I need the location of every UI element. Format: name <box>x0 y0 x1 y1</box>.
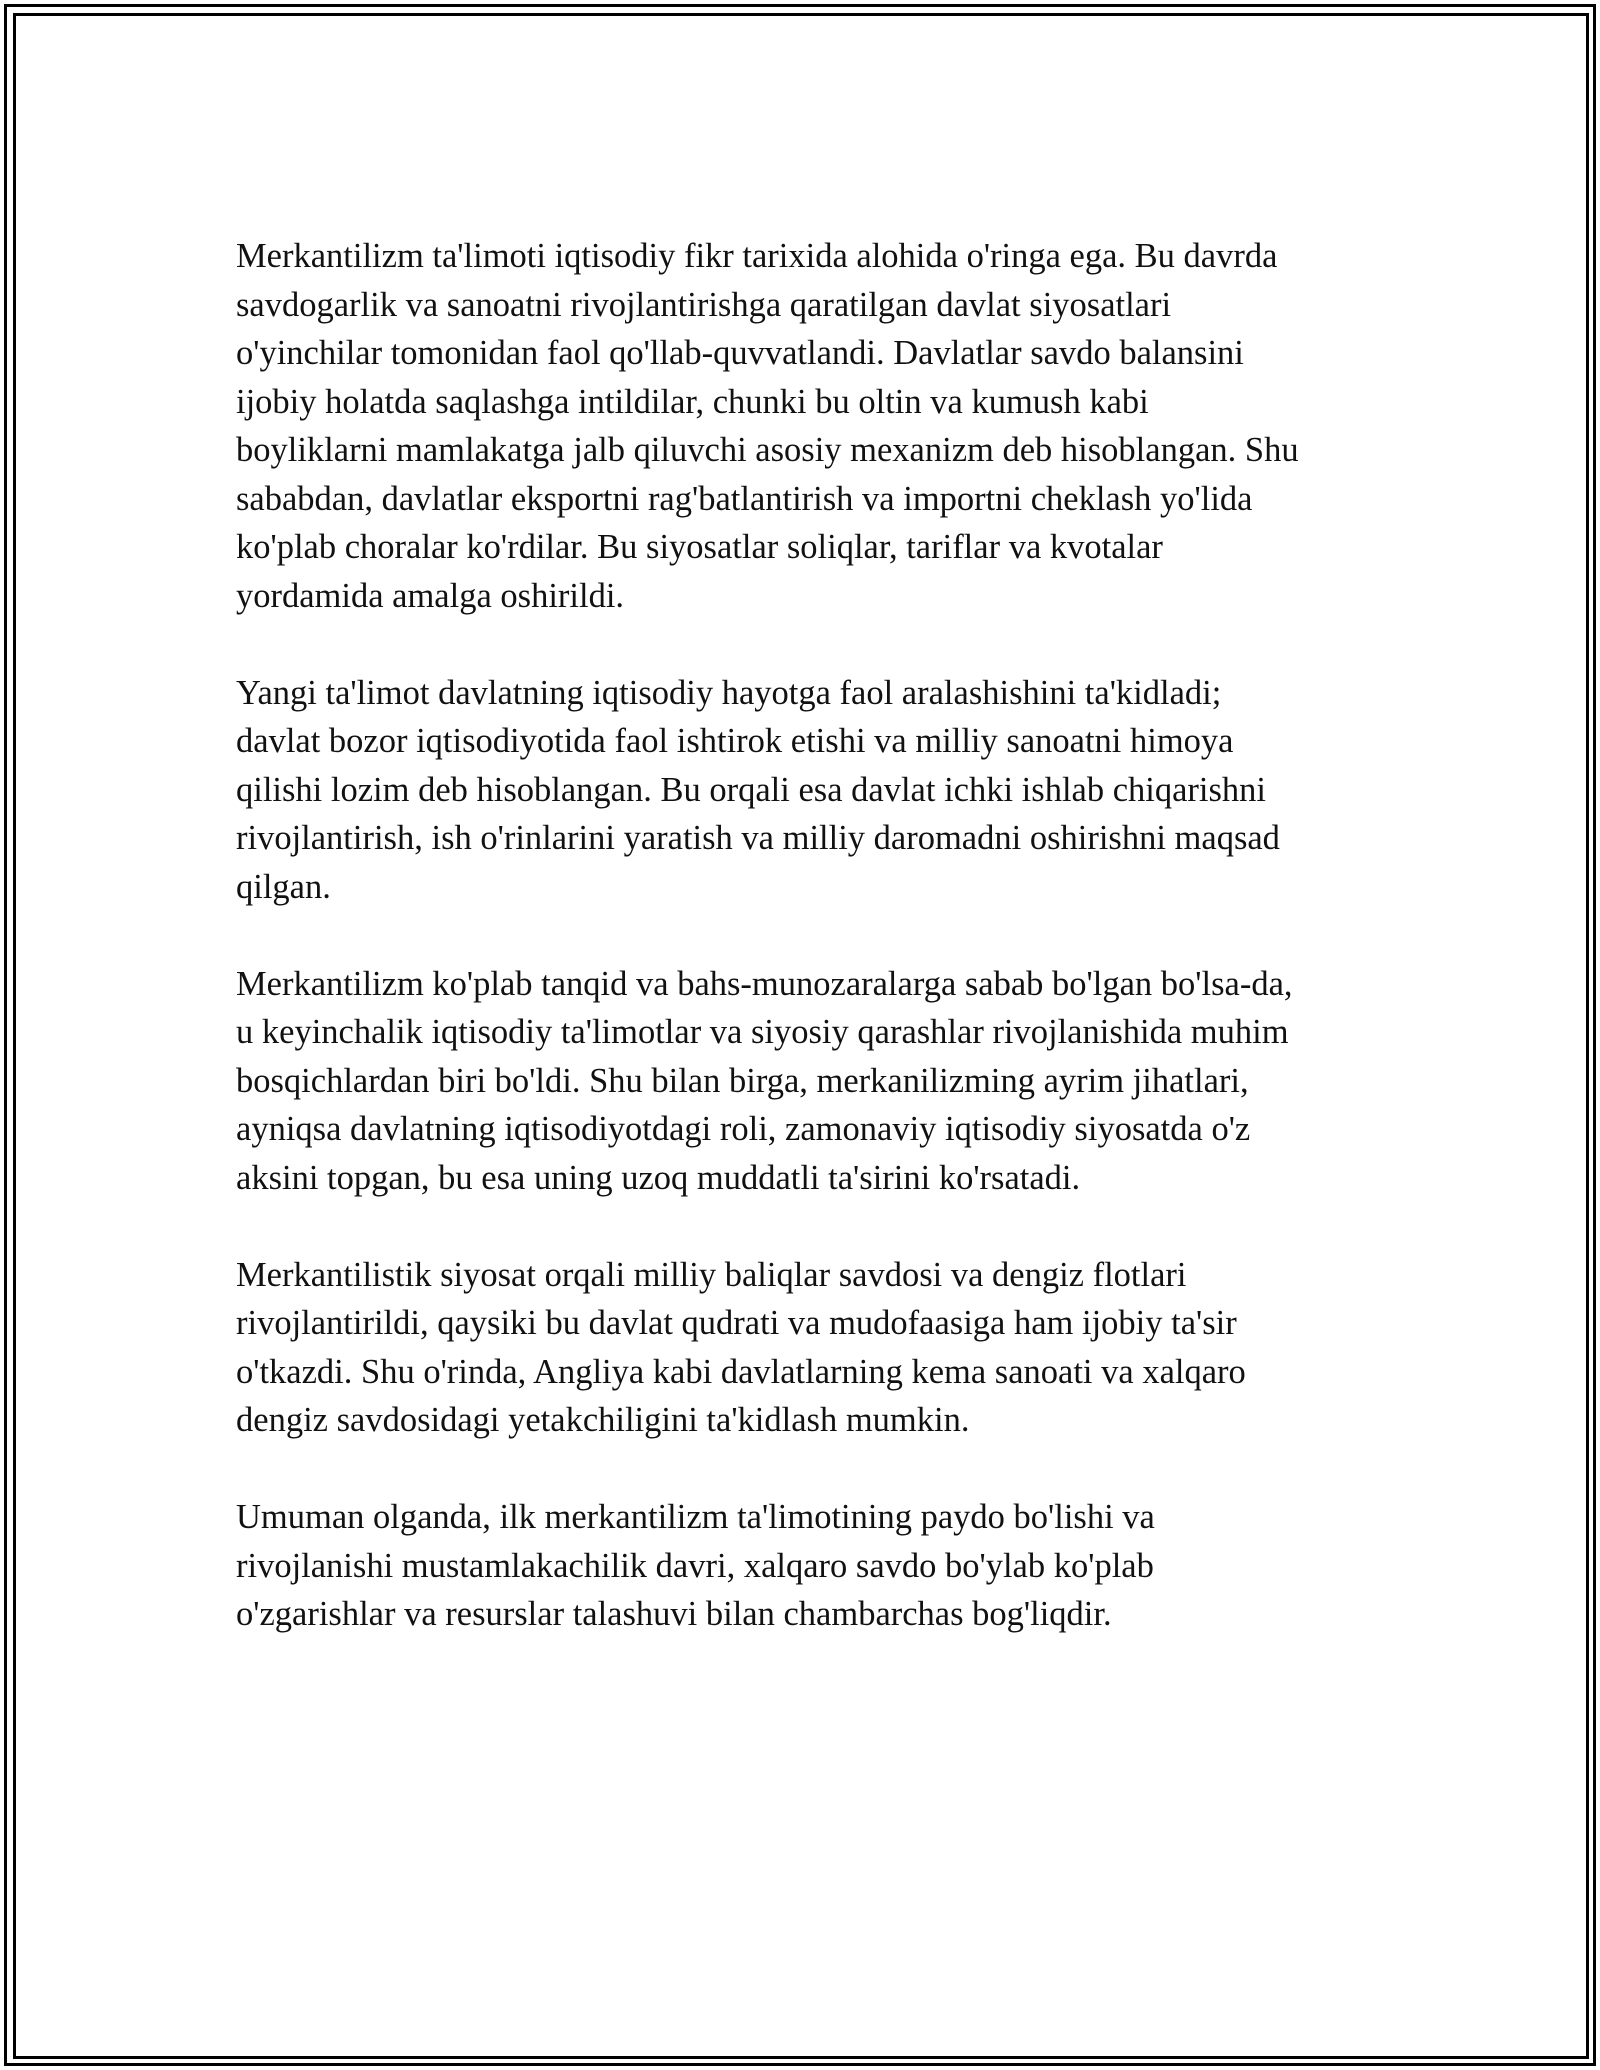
paragraph-4 <box>236 1251 1406 1445</box>
paragraph-3 <box>236 960 1406 1203</box>
text-line: ijobiy holatda saqlashga intildilar, chunki bu oltin va kumush kabi <box>236 382 1149 421</box>
text-line: rivojlantirildi, qaysiki bu davlat qudrati va mudofaasiga ham ijobiy ta'sir <box>236 1304 1237 1342</box>
text-line: o'zgarishlar va resurslar talashuvi bilan chambarchas bog'liqdir. <box>236 1595 1112 1633</box>
text-line: boyliklarni mamlakatga jalb qiluvchi asosiy mexanizm deb hisoblangan. Shu <box>236 431 1299 469</box>
text-line: ko'plab choralar ko'rdilar. Bu siyosatlar soliqlar, tariflar va kvotalar <box>236 528 1163 566</box>
text-line: savdogarlik va sanoatni rivojlantirishga qaratilgan davlat siyosatlari <box>236 285 1172 324</box>
text-line: sababdan, davlatlar eksportni rag'batlantirish va importni cheklash yo'lida <box>236 479 1253 518</box>
text-line: o'tkazdi. Shu o'rinda, Angliya kabi davlatlarning kema sanoati va xalqaro <box>236 1352 1246 1391</box>
text-line: Yangi ta'limot davlatning iqtisodiy hayotga faol aralashishini ta'kidladi; <box>236 673 1222 712</box>
text-line: yordamida amalga oshirildi. <box>236 576 625 615</box>
text-line: bosqichlardan biri bo'ldi. Shu bilan birga, merkanilizming ayrim jihatlari, <box>236 1061 1249 1100</box>
paragraph-5 <box>236 1493 1406 1639</box>
paragraph-2 <box>236 669 1406 912</box>
text-line: rivojlanishi mustamlakachilik davri, xalqaro savdo bo'ylab ko'plab <box>236 1546 1154 1585</box>
document-body <box>236 232 1406 1687</box>
text-line: davlat bozor iqtisodiyotida faol ishtirok etishi va milliy sanoatni himoya <box>236 722 1234 760</box>
text-line: ayniqsa davlatning iqtisodiyotdagi roli, zamonaviy iqtisodiy siyosatda o'z <box>236 1110 1251 1148</box>
text-line: qilgan. <box>236 867 331 906</box>
text-line: aksini topgan, bu esa uning uzoq muddatli ta'sirini ko'rsatadi. <box>236 1158 1081 1197</box>
text-line: Merkantilizm ta'limoti iqtisodiy fikr tarixida alohida o'ringa ega. Bu davrda <box>236 237 1278 275</box>
text-line: rivojlantirish, ish o'rinlarini yaratish va milliy daromadni oshirishni maqsad <box>236 819 1280 857</box>
paragraph-1 <box>236 232 1406 620</box>
text-line: o'yinchilar tomonidan faol qo'llab-quvvatlandi. Davlatlar savdo balansini <box>236 334 1244 372</box>
text-line: Merkantilistik siyosat orqali milliy baliqlar savdosi va dengiz flotlari <box>236 1255 1187 1294</box>
text-line: Merkantilizm ko'plab tanqid va bahs-munozaralarga sabab bo'lgan bo'lsa-da, <box>236 964 1293 1003</box>
text-line: u keyinchalik iqtisodiy ta'limotlar va siyosiy qarashlar rivojlanishida muhim <box>236 1013 1289 1051</box>
text-line: dengiz savdosidagi yetakchiligini ta'kidlash mumkin. <box>236 1401 970 1439</box>
text-line: Umuman olganda, ilk merkantilizm ta'limotining paydo bo'lishi va <box>236 1498 1155 1536</box>
text-line: qilishi lozim deb hisoblangan. Bu orqali esa davlat ichki ishlab chiqarishni <box>236 770 1267 809</box>
